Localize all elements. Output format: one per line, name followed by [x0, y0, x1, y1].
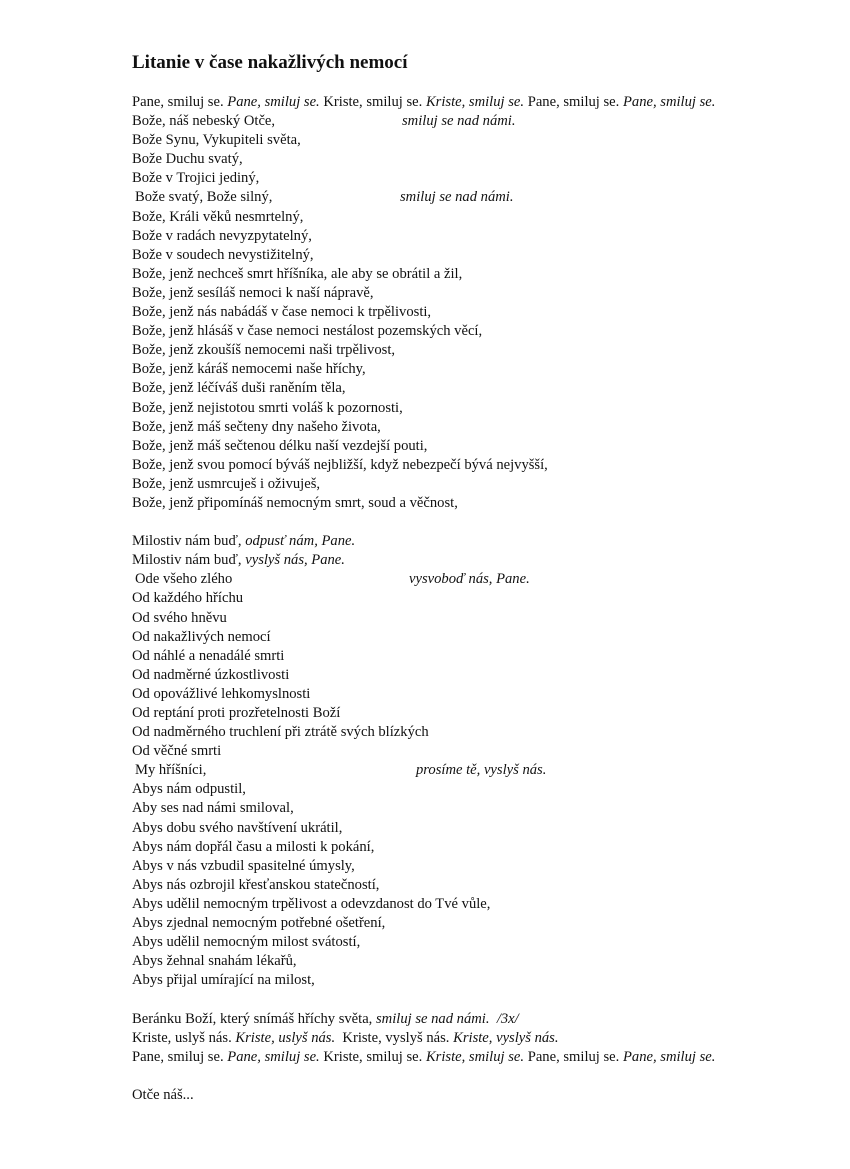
litany-line: Abys nám odpustil,	[132, 781, 246, 798]
litany-line: Abys žehnal snahám lékařů,	[132, 953, 297, 970]
litany-line: Bože v soudech nevystižitelný,	[132, 246, 314, 263]
agnus-dei-line	[132, 1010, 832, 1029]
litany-line: Bože, jenž nejistotou smrti voláš k pozornosti,	[132, 399, 403, 416]
response: Kriste, smiluj se.	[425, 94, 525, 110]
litany-line: Bože v radách nevyzpytatelný,	[132, 227, 312, 244]
litany-line: Bože, jenž zkoušíš nemocemi naši trpělivost,	[132, 342, 396, 359]
response: Pane, smiluj se.	[622, 94, 716, 110]
litany-line: Bože, jenž připomínáš nemocným smrt, soud a věčnost,	[132, 494, 458, 511]
litany-text	[132, 93, 832, 1105]
litany-line: Abys dobu svého navštívení ukrátil,	[132, 819, 343, 836]
litany-line: Od nadměrného truchlení při ztrátě svých blízkých	[132, 724, 429, 741]
litany-line: Bože, jenž sesíláš nemoci k naší nápravě,	[132, 284, 374, 301]
litany-line: Bože, jenž máš sečteny dny našeho života,	[132, 418, 381, 435]
litany-line: Bože v Trojici jediný,	[132, 170, 260, 187]
litany-line: Abys udělil nemocným milost svátostí,	[132, 934, 361, 951]
repeat-count: /3x/	[496, 1010, 519, 1027]
litany-line: Od každého hříchu	[132, 590, 244, 607]
litany-line	[132, 112, 832, 131]
litany-line: Od náhlé a nenadálé smrti	[132, 647, 285, 664]
invocation: Kriste, smiluj se.	[323, 1048, 423, 1065]
litany-line: Bože, jenž svou pomocí býváš nejbližší, když nebezpečí bývá nejvyšší,	[132, 456, 548, 473]
invocation: Pane, smiluj se.	[132, 94, 224, 110]
response: smiluj se nad námi.	[400, 189, 514, 206]
litany-line: Abys v nás vzbudil spasitelné úmysly,	[132, 857, 355, 874]
invocation: Beránku Boží, který snímáš hříchy světa,	[132, 1010, 373, 1027]
litany-line	[132, 188, 832, 207]
christe-audi-line	[132, 1029, 832, 1048]
litany-line: Abys nás ozbrojil křesťanskou statečností,	[132, 876, 380, 893]
litany-line: Bože, jenž nechceš smrt hříšníka, ale aby se obrátil a žil,	[132, 265, 463, 282]
litany-line: Bože, jenž nás nabádáš v čase nemoci k trpělivosti,	[132, 304, 432, 321]
response: prosíme tě, vyslyš nás.	[416, 762, 547, 779]
litany-line: Od věčné smrti	[132, 743, 222, 760]
response: vyslyš nás, Pane.	[245, 552, 345, 569]
invocation: Kriste, smiluj se.	[323, 94, 423, 110]
litany-line: Bože, jenž máš sečtenou délku naší vezdejší pouti,	[132, 437, 428, 454]
spacer	[132, 990, 832, 1009]
litany-line: Abys zjednal nemocným potřebné ošetření,	[132, 915, 386, 932]
response: Kriste, vyslyš nás.	[453, 1029, 559, 1046]
response: smiluj se nad námi.	[402, 113, 516, 130]
litany-line: Bože, jenž hlásáš v čase nemoci nestálost pozemských věcí,	[132, 323, 483, 340]
litany-line: Bože Duchu svatý,	[132, 151, 243, 168]
litany-line: Od nadměrné úzkostlivosti	[132, 666, 290, 683]
invocation: Bože svatý, Bože silný,	[135, 189, 273, 206]
response: Kriste, smiluj se.	[425, 1048, 525, 1065]
litany-line: Od reptání proti prozřetelnosti Boží	[132, 705, 341, 721]
litany-line: Bože, jenž káráš nemocemi naše hříchy,	[132, 361, 366, 378]
litany-line: Bože, jenž usmrcuješ i oživuješ,	[132, 475, 321, 492]
litany-line: Od opovážlivé lehkomyslnosti	[132, 685, 311, 702]
invocation: Pane, smiluj se.	[527, 94, 620, 110]
spacer	[132, 1067, 832, 1086]
spacer	[132, 513, 832, 532]
litany-line: Bože, jenž léčíváš duši raněním těla,	[132, 380, 346, 397]
litany-line: Abys nám dopřál času a milosti k pokání,	[132, 838, 375, 855]
invocation: Pane, smiluj se.	[527, 1048, 620, 1065]
opening-kyrie	[132, 93, 832, 112]
invocation: Kriste, vyslyš nás.	[342, 1029, 450, 1046]
invocation: Pane, smiluj se.	[132, 1048, 224, 1065]
invocation: Ode všeho zlého	[135, 571, 233, 588]
milostiv-line	[132, 551, 832, 570]
our-father-line: Otče náš...	[132, 1086, 194, 1103]
invocation: Milostiv nám buď,	[132, 552, 242, 569]
litany-line	[132, 761, 832, 780]
litany-line: Bože, Králi věků nesmrtelný,	[132, 208, 304, 225]
litany-line: Bože Synu, Vykupiteli světa,	[132, 132, 301, 149]
invocation: Kriste, uslyš nás.	[132, 1029, 232, 1046]
response: Kriste, uslyš nás.	[235, 1029, 336, 1046]
invocation: My hříšníci,	[135, 762, 207, 779]
response: odpusť nám, Pane.	[245, 533, 356, 550]
response: vysvoboď nás, Pane.	[409, 571, 530, 588]
response: smiluj se nad námi.	[376, 1010, 490, 1027]
page-title: Litanie v čase nakažlivých nemocí	[132, 52, 408, 73]
litany-line: Od svého hněvu	[132, 609, 227, 626]
litany-line: Od nakažlivých nemocí	[132, 628, 271, 645]
response: Pane, smiluj se.	[622, 1048, 716, 1065]
litany-line	[132, 570, 832, 589]
litany-line: Abys udělil nemocným trpělivost a odevzdanost do Tvé vůle,	[132, 895, 491, 912]
closing-kyrie	[132, 1048, 832, 1067]
response: Pane, smiluj se.	[227, 94, 320, 110]
invocation: Milostiv nám buď,	[132, 533, 242, 550]
litany-line: Abys přijal umírající na milost,	[132, 972, 315, 989]
response: Pane, smiluj se.	[227, 1048, 320, 1065]
litany-line: Aby ses nad námi smiloval,	[132, 800, 294, 817]
milostiv-line	[132, 532, 832, 551]
invocation: Bože, náš nebeský Otče,	[132, 113, 276, 130]
